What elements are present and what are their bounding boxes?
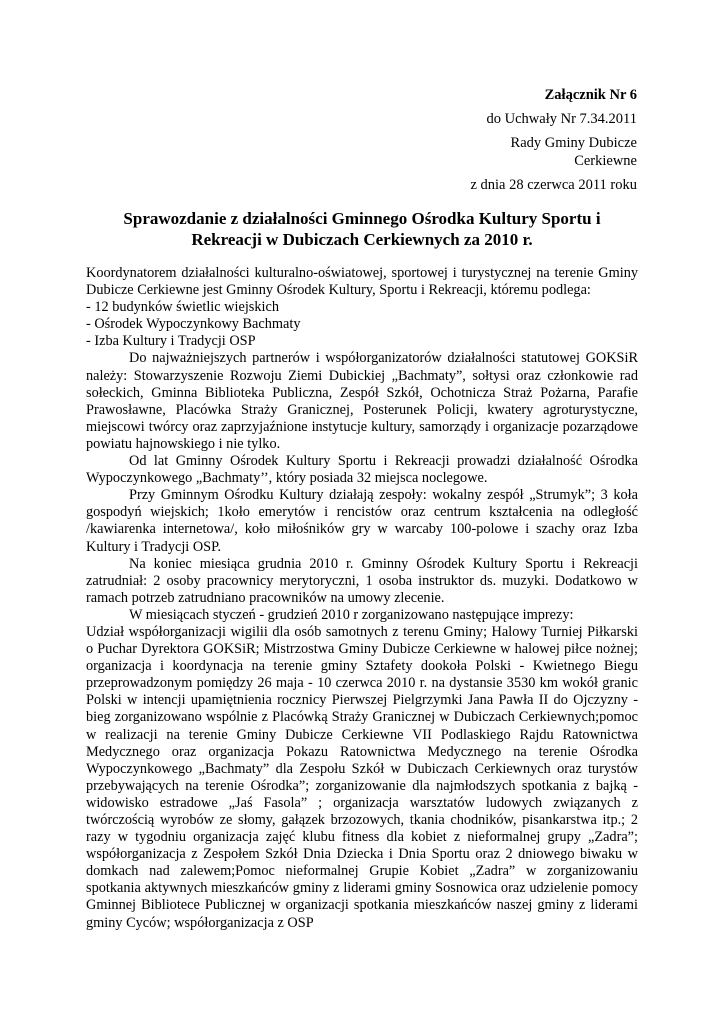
title-line2: Rekreacji w Dubiczach Cerkiewnych za 2010 r. xyxy=(191,230,533,249)
list-item: - 12 budynków świetlic wiejskich xyxy=(86,299,279,316)
document-title xyxy=(86,208,638,250)
council-name xyxy=(397,134,637,170)
council-name-line2: Cerkiewne xyxy=(574,153,637,169)
events-paragraph: Udział współorganizacji wigilii dla osób samotnych z terenu Gminy; Halowy Turniej Piłkarski o Puchar Dyrektora GOKSiR; Mistrzostwa Gminy Dubicze Cerkiewne w halowej piłce nożnej; organizacja i koordynacja na terenie gminy Sztafety dookoła Polski - Kwietnego Biegu przeprowadzonym pomiędzy 26 maja - 10 czerwca 2010 r. na dystansie 3530 km wokół granic Polski w intencji upamiętnienia rocznicy Pierwszej Pielgrzymki Jana Pawła II do Ojczyzny - bieg zorganizowano wspólnie z Placówką Straży Granicznej w Dubiczach Cerkiewnych;pomoc w realizacji na terenie Gminy Dubicze Cerkiewne VII Podlaskiego Rajdu Ratownictwa Medycznego oraz organizacja Pokazu Ratownictwa Medycznego na terenie Ośrodka Wypoczynkowego „Bachmaty” dla Zespołu Szkół w Dubiczach Cerkiewnych oraz turystów przebywających na terenie Ośrodka”; zorganizowanie dla najmłodszych spotkania z bajką - widowisko estradowe „Jaś Fasola” ; organizacja warsztatów ludowych związanych z twórczością wyrobów ze słomy, gałązek brzozowych, tkania chodników, pisankarstwa itp.; 2 razy w tygodniu organizacja zajęć klubu fitness dla kobiet z nieformalnej grupy „Zadra”; współorganizacja z Zespołem Szkół Dnia Dziecka i Dnia Sportu oraz 2 dniowego biwaku w domkach nad zalewem;Pomoc nieformalnej Grupie Kobiet „Zadra” w zorganizowaniu spotkania aktywnych mieszkańców gminy z liderami gminy Sosnowica oraz udzielenie pomocy Gminnej Bibliotece Publicznej w organizacji spotkania mieszkańców naszej gminy z liderami gminy Cyców; współorganizacja z OSP xyxy=(86,623,638,931)
intro-paragraph: Koordynatorem działalności kulturalno-oświatowej, sportowej i turystycznej na terenie Gminy Dubicze Cerkiewne jest Gminny Ośrodek Kultury, Sportu i Rekreacji, któremu podlega: xyxy=(86,265,638,299)
resort-paragraph: Od lat Gminny Ośrodek Kultury Sportu i Rekreacji prowadzi działalność Ośrodka Wypoczynkowego „Bachmaty’’, który posiada 32 miejsca noclegowe. xyxy=(86,453,638,487)
document-body xyxy=(86,265,638,932)
list-item: - Izba Kultury i Tradycji OSP xyxy=(86,333,256,350)
council-name-line1: Rady Gminy Dubicze xyxy=(510,135,637,151)
staff-paragraph: Na koniec miesiąca grudnia 2010 r. Gminny Ośrodek Kultury Sportu i Rekreacji zatrudniał: 2 osoby pracownicy merytoryczni, 1 osoba instruktor ds. muzyki. Dodatkowo w ramach potrzeb zatrudniano pracowników na umowy zlecenie. xyxy=(86,555,638,606)
partners-paragraph: Do najważniejszych partnerów i współorganizatorów działalności statutowej GOKSiR należy: Stowarzyszenie Rozwoju Ziemi Dubickiej „Bachmaty”, sołtysi oraz członkowie rad sołeckich, Gminna Biblioteka Publiczna, Zespół Szkół, Ochotnicza Straż Pożarna, Parafie Prawosławne, Placówka Straży Granicznej, Posterunek Policji, kwatery agroturystyczne, miejscowi twórcy oraz zaprzyjaźnione instytucje kultury, samorządy i organizacje pozarządowe powiatu hajnowskiego i nie tylko. xyxy=(86,350,638,452)
list-item: - Ośrodek Wypoczynkowy Bachmaty xyxy=(86,316,301,333)
title-line1: Sprawozdanie z działalności Gminnego Ośrodka Kultury Sportu i xyxy=(123,209,601,228)
annex-number: Załącznik Nr 6 xyxy=(544,87,637,103)
events-intro-paragraph: W miesiącach styczeń - grudzień 2010 r zorganizowano następujące imprezy: xyxy=(129,606,574,623)
resolution-date: z dnia 28 czerwca 2011 roku xyxy=(470,177,637,193)
groups-paragraph: Przy Gminnym Ośrodku Kultury działają zespoły: wokalny zespół „Strumyk”; 3 koła gospodyń wiejskich; 1koło emerytów i rencistów oraz centrum kształcenia na odległość /kawiarenka internetowa/, koło miłośników gry w warcaby 100-polowe i szachy oraz Izba Kultury i Tradycji OSP. xyxy=(86,487,638,555)
document-header xyxy=(397,86,637,194)
resolution-reference: do Uchwały Nr 7.34.2011 xyxy=(486,111,637,127)
